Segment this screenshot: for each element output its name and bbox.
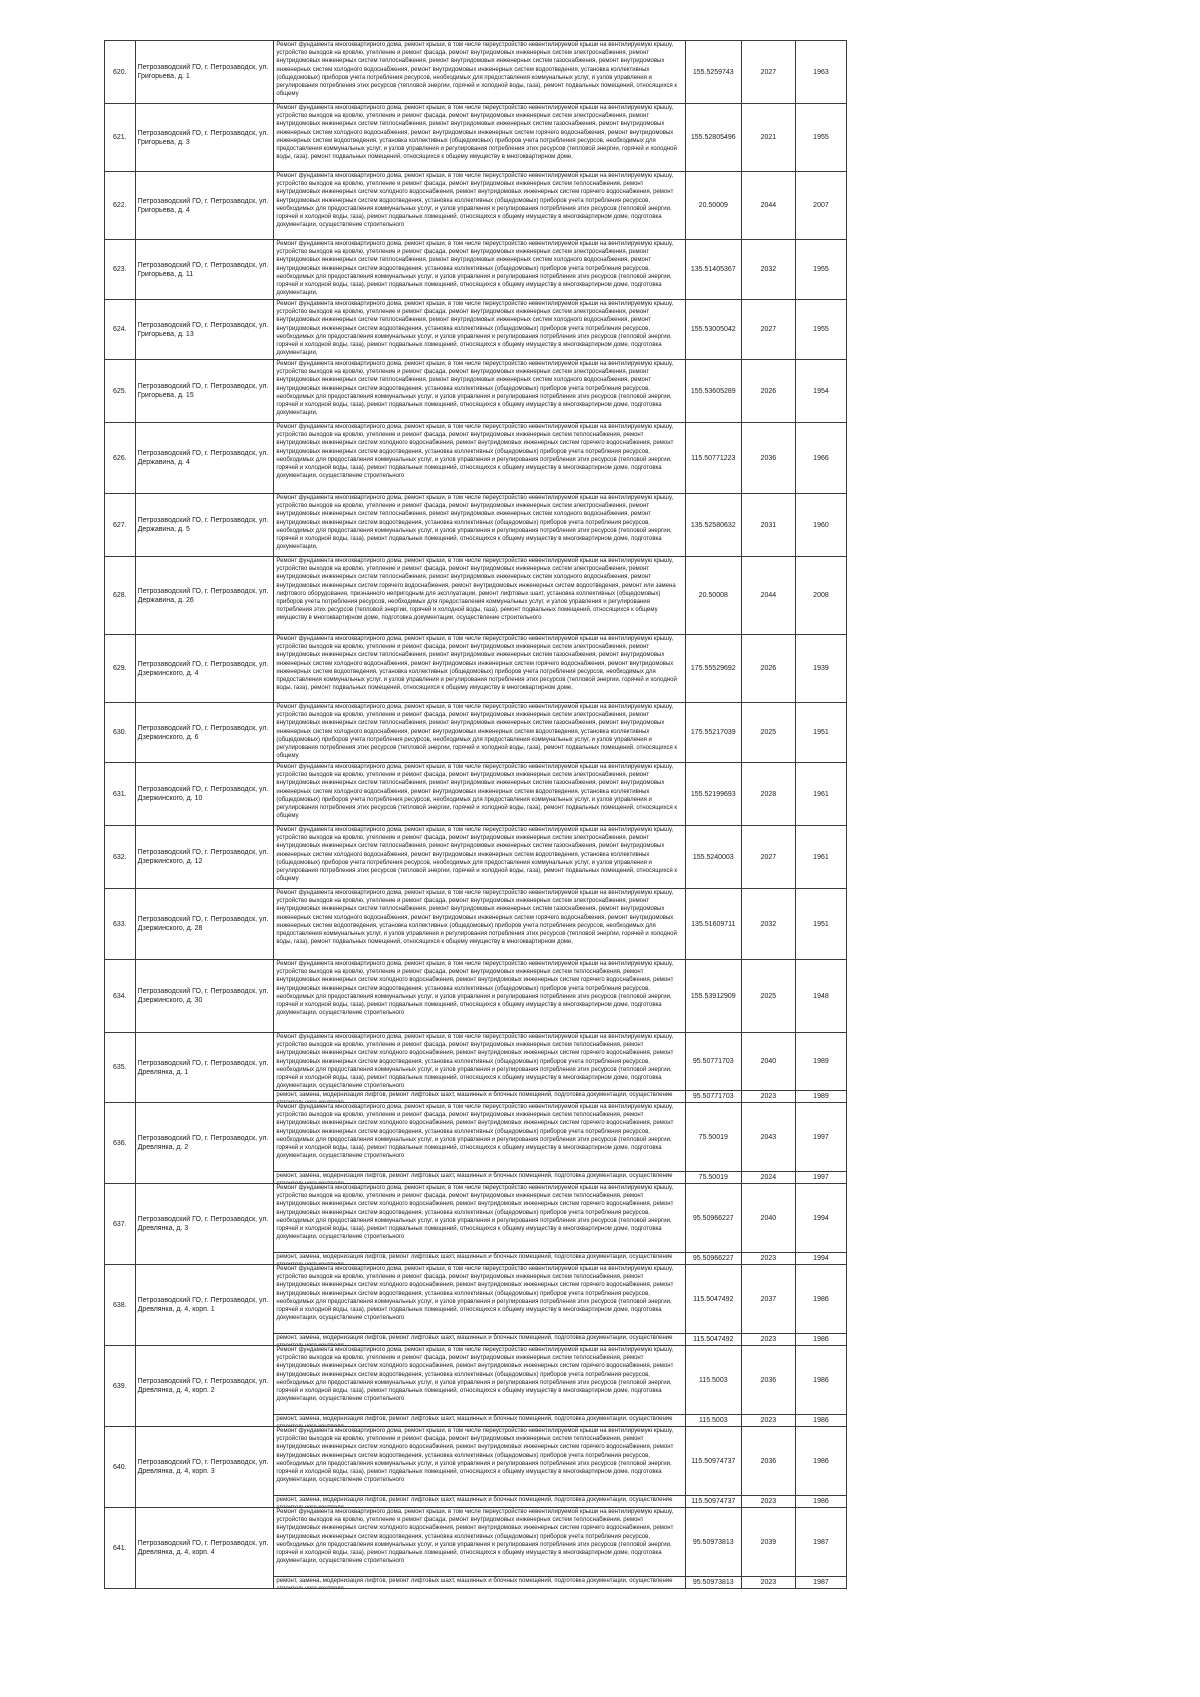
- work-types-text: ремонт, замена, модернизация лифтов, ремонт лифтовых шахт, машинных и блочных помещений, подготовка документации, осуществление: [276, 1173, 673, 1179]
- planned-year: 2027: [741, 300, 795, 360]
- planned-year: 2044: [741, 172, 795, 240]
- work-types-text: Ремонт фундамента многоквартирного дома, ремонт крыши, в том числе переустройство невентилируемой крыши на вентилируемую крышу, устройство выходов на кровлю, утепление и ремонт фасада, ремонт внутридомовых инженерных систем теплоснабжения, ремонт внутридомовых инженерных систем холодного водоснабжения, ремонт внутридомовых инженерных систем горячего водоснабжения, ремонт внутридомовых инженерных систем водоотведения, установка коллективных (общедомовых) приборов учета потребления ресурсов, необходимых для предоставления коммунальных услуг, и узлов управления и регулирования потребления этих ресурсов (тепловой энергии, горячей и холодной воды, газа), ремонт подвальных помещений, относящихся к общему имуществу в многоквартирном доме, подготовка документации, осуществление строительного: [276, 1347, 674, 1403]
- table-row: [105, 703, 847, 763]
- build-year: 1994: [795, 1184, 846, 1253]
- work-types-text: ремонт, замена, модернизация лифтов, ремонт лифтовых шахт, машинных и блочных помещений, подготовка документации, осуществление: [276, 1335, 673, 1341]
- planned-year: 2023: [741, 1091, 795, 1103]
- work-types-text: Ремонт фундамента многоквартирного дома, ремонт крыши, в том числе переустройство невентилируемой крыши на вентилируемую крышу, устройство выходов на кровлю, утепление и ремонт фасада, ремонт внутридомовых инженерных систем теплоснабжения, ремонт внутридомовых инженерных систем холодного водоснабжения, ремонт внутридомовых инженерных систем горячего водоснабжения, ремонт внутридомовых инженерных систем водоотведения, установка коллективных (общедомовых) приборов учета потребления ресурсов, необходимых для предоставления коммунальных услуг, и узлов управления и регулирования потребления этих ресурсов (тепловой энергии, горячей и холодной воды, газа), ремонт подвальных помещений, относящихся к общему имуществу в многоквартирном доме, подготовка документации, осуществление строительного: [276, 1266, 674, 1322]
- row-number: 630.: [105, 703, 136, 763]
- work-types-cell: [274, 557, 685, 635]
- work-types-text: Ремонт фундамента многоквартирного дома, ремонт крыши, в том числе переустройство невентилируемой крыши на вентилируемую крышу, устройство выходов на кровлю, утепление и ремонт фасада, ремонт внутридомовых инженерных систем электроснабжения, ремонт внутридомовых инженерных систем теплоснабжения, ремонт внутридомовых инженерных систем холодного водоснабжения, ремонт внутридомовых инженерных систем водоотведения, установка коллективных (общедомовых) приборов учета потребления ресурсов, необходимых для предоставления коммунальных услуг, и узлов управления и регулирования потребления этих ресурсов (тепловой энергии, горячей и холодной воды, газа), ремонт подвальных помещений, относящихся к общему имуществу в многоквартирном доме, подготовка документации,: [276, 361, 674, 417]
- work-types-cell: [274, 104, 685, 172]
- row-number: 636.: [105, 1103, 136, 1184]
- build-year: 1955: [795, 240, 846, 300]
- build-year: 1955: [795, 300, 846, 360]
- work-types-text: Ремонт фундамента многоквартирного дома, ремонт крыши, в том числе переустройство невентилируемой крыши на вентилируемую крышу, устройство выходов на кровлю, утепление и ремонт фасада, ремонт внутридомовых инженерных систем электроснабжения, ремонт внутридомовых инженерных систем теплоснабжения, ремонт внутридомовых инженерных систем газоснабжения, ремонт внутридомовых инженерных систем холодного водоснабжения, ремонт внутридомовых инженерных систем горячего водоснабжения, ремонт внутридомовых инженерных систем водоотведения, установка коллективных (общедомовых) приборов учета потребления ресурсов, необходимых для предоставления коммунальных услуг, и узлов управления и регулирования потребления этих ресурсов (тепловой энергии, горячей и холодной воды, газа), ремонт подвальных помещений, относящихся к общему имуществу в многоквартирном доме,: [276, 890, 677, 946]
- work-types-cell: [274, 635, 685, 703]
- table-row: [105, 300, 847, 360]
- work-types-text: Ремонт фундамента многоквартирного дома, ремонт крыши, в том числе переустройство невентилируемой крыши на вентилируемую крышу, устройство выходов на кровлю, утепление и ремонт фасада, ремонт внутридомовых инженерных систем теплоснабжения, ремонт внутридомовых инженерных систем холодного водоснабжения, ремонт внутридомовых инженерных систем горячего водоснабжения, ремонт внутридомовых инженерных систем водоотведения, установка коллективных (общедомовых) приборов учета потребления ресурсов, необходимых для предоставления коммунальных услуг, и узлов управления и регулирования потребления этих ресурсов (тепловой энергии, горячей и холодной воды, газа), ремонт подвальных помещений, относящихся к общему имуществу в многоквартирном доме, подготовка документации, осуществление строительного: [276, 424, 674, 480]
- table-row: [105, 960, 847, 1033]
- build-year: 1960: [795, 494, 846, 557]
- work-types-cell: [274, 41, 685, 104]
- table-row: [105, 423, 847, 494]
- work-types-cell: [274, 960, 685, 1033]
- row-number: 635.: [105, 1033, 136, 1103]
- repair-cost: 95.50771703: [685, 1091, 741, 1103]
- planned-year: 2040: [741, 1033, 795, 1091]
- work-types-cell: [274, 300, 685, 360]
- repair-cost: 155.53005042: [685, 300, 741, 360]
- house-address: Петрозаводский ГО, г. Петрозаводск, ул. Дзержинского, д. 6: [135, 703, 274, 763]
- planned-year: 2032: [741, 889, 795, 960]
- row-number: 626.: [105, 423, 136, 494]
- house-address: Петрозаводский ГО, г. Петрозаводск, ул. Григорьева, д. 3: [135, 104, 274, 172]
- row-number: 625.: [105, 360, 136, 423]
- repair-cost: 155.52199693: [685, 763, 741, 826]
- work-types-text: Ремонт фундамента многоквартирного дома, ремонт крыши, в том числе переустройство невентилируемой крыши на вентилируемую крышу, устройство выходов на кровлю, утепление и ремонт фасада, ремонт внутридомовых инженерных систем электроснабжения, ремонт внутридомовых инженерных систем теплоснабжения, ремонт внутридомовых инженерных систем холодного водоснабжения, ремонт внутридомовых инженерных систем водоотведения, установка коллективных (общедомовых) приборов учета потребления ресурсов, необходимых для предоставления коммунальных услуг, и узлов управления и регулирования потребления этих ресурсов (тепловой энергии, горячей и холодной воды, газа), ремонт подвальных помещений, относящихся к общему имуществу в многоквартирном доме, подготовка документации,: [276, 241, 674, 297]
- work-types-cell: [274, 1091, 685, 1103]
- repair-cost: 135.52580632: [685, 494, 741, 557]
- table-row: [105, 172, 847, 240]
- work-types-text: Ремонт фундамента многоквартирного дома, ремонт крыши, в том числе переустройство невентилируемой крыши на вентилируемую крышу, устройство выходов на кровлю, утепление и ремонт фасада, ремонт внутридомовых инженерных систем теплоснабжения, ремонт внутридомовых инженерных систем холодного водоснабжения, ремонт внутридомовых инженерных систем горячего водоснабжения, ремонт внутридомовых инженерных систем водоотведения, установка коллективных (общедомовых) приборов учета потребления ресурсов, необходимых для предоставления коммунальных услуг, и узлов управления и регулирования потребления этих ресурсов (тепловой энергии, горячей и холодной воды, газа), ремонт подвальных помещений, относящихся к общему имуществу в многоквартирном доме, подготовка документации, осуществление строительного: [276, 961, 674, 1017]
- work-types-cell: [274, 703, 685, 763]
- planned-year: 2023: [741, 1334, 795, 1346]
- table-row: [105, 240, 847, 300]
- planned-year: 2023: [741, 1415, 795, 1427]
- planned-year: 2027: [741, 41, 795, 104]
- row-number: 641.: [105, 1508, 136, 1589]
- table-row: [105, 360, 847, 423]
- row-number: 639.: [105, 1346, 136, 1427]
- row-number: 640.: [105, 1427, 136, 1508]
- work-types-cell: [274, 1427, 685, 1496]
- table-row: [105, 1508, 847, 1577]
- row-number: 637.: [105, 1184, 136, 1265]
- build-year: 1986: [795, 1346, 846, 1415]
- build-year: 1961: [795, 826, 846, 889]
- planned-year: 2021: [741, 104, 795, 172]
- repair-cost: 155.53912909: [685, 960, 741, 1033]
- planned-year: 2036: [741, 1427, 795, 1496]
- table-row: [105, 1265, 847, 1334]
- repair-cost: 155.5240003: [685, 826, 741, 889]
- house-address: Петрозаводский ГО, г. Петрозаводск, ул. Древлянка, д. 4, корп. 3: [135, 1427, 274, 1508]
- house-address: Петрозаводский ГО, г. Петрозаводск, ул. Державина, д. 5: [135, 494, 274, 557]
- house-address: Петрозаводский ГО, г. Петрозаводск, ул. Древлянка, д. 1: [135, 1033, 274, 1103]
- work-types-text: Ремонт фундамента многоквартирного дома, ремонт крыши, в том числе переустройство невентилируемой крыши на вентилируемую крышу, устройство выходов на кровлю, утепление и ремонт фасада, ремонт внутридомовых инженерных систем теплоснабжения, ремонт внутридомовых инженерных систем холодного водоснабжения, ремонт внутридомовых инженерных систем горячего водоснабжения, ремонт внутридомовых инженерных систем водоотведения, установка коллективных (общедомовых) приборов учета потребления ресурсов, необходимых для предоставления коммунальных услуг, и узлов управления и регулирования потребления этих ресурсов (тепловой энергии, горячей и холодной воды, газа), ремонт подвальных помещений, относящихся к общему имуществу в многоквартирном доме, подготовка документации, осуществление строительного: [276, 1185, 674, 1241]
- work-types-cell: [274, 494, 685, 557]
- repair-cost: 95.50771703: [685, 1033, 741, 1091]
- build-year: 1986: [795, 1415, 846, 1427]
- build-year: 1986: [795, 1334, 846, 1346]
- repair-cost: 115.5047492: [685, 1334, 741, 1346]
- build-year: 1954: [795, 360, 846, 423]
- table-row: [105, 826, 847, 889]
- build-year: 1997: [795, 1103, 846, 1172]
- house-address: Петрозаводский ГО, г. Петрозаводск, ул. Дзержинского, д. 28: [135, 889, 274, 960]
- work-types-text: Ремонт фундамента многоквартирного дома, ремонт крыши, в том числе переустройство невентилируемой крыши на вентилируемую крышу, устройство выходов на кровлю, утепление и ремонт фасада, ремонт внутридомовых инженерных систем электроснабжения, ремонт внутридомовых инженерных систем теплоснабжения, ремонт внутридомовых инженерных систем газоснабжения, ремонт внутридомовых инженерных систем холодного водоснабжения, ремонт внутридомовых инженерных систем водоотведения, установка коллективных (общедомовых) приборов учета потребления ресурсов, необходимых для предоставления коммунальных услуг, и узлов управления и регулирования потребления этих ресурсов (тепловой энергии, горячей и холодной воды, газа), ремонт подвальных помещений, относящихся к общему: [276, 764, 678, 820]
- repair-cost: 155.52805496: [685, 104, 741, 172]
- work-types-cell: [274, 1577, 685, 1589]
- work-types-cell: [274, 1346, 685, 1415]
- repair-cost: 115.50771223: [685, 423, 741, 494]
- build-year: 1955: [795, 104, 846, 172]
- work-types-text: Ремонт фундамента многоквартирного дома, ремонт крыши, в том числе переустройство невентилируемой крыши на вентилируемую крышу, устройство выходов на кровлю, утепление и ремонт фасада, ремонт внутридомовых инженерных систем теплоснабжения, ремонт внутридомовых инженерных систем холодного водоснабжения, ремонт внутридомовых инженерных систем горячего водоснабжения, ремонт внутридомовых инженерных систем водоотведения, установка коллективных (общедомовых) приборов учета потребления ресурсов, необходимых для предоставления коммунальных услуг, и узлов управления и регулирования потребления этих ресурсов (тепловой энергии, горячей и холодной воды, газа), ремонт подвальных помещений, относящихся к общему имуществу в многоквартирном доме, подготовка документации, осуществление строительного: [276, 173, 674, 229]
- table-row: [105, 889, 847, 960]
- table-row: [105, 763, 847, 826]
- row-number: 624.: [105, 300, 136, 360]
- build-year: 1966: [795, 423, 846, 494]
- planned-year: 2039: [741, 1508, 795, 1577]
- repair-cost: 115.5047492: [685, 1265, 741, 1334]
- build-year: 1948: [795, 960, 846, 1033]
- work-types-cell: [274, 240, 685, 300]
- planned-year: 2043: [741, 1103, 795, 1172]
- build-year: 1963: [795, 41, 846, 104]
- table-row: [105, 1103, 847, 1172]
- work-types-text: ремонт, замена, модернизация лифтов, ремонт лифтовых шахт, машинных и блочных помещений, подготовка документации, осуществление: [276, 1416, 673, 1422]
- work-types-text: Ремонт фундамента многоквартирного дома, ремонт крыши, в том числе переустройство невентилируемой крыши на вентилируемую крышу, устройство выходов на кровлю, утепление и ремонт фасада, ремонт внутридомовых инженерных систем электроснабжения, ремонт внутридомовых инженерных систем теплоснабжения, ремонт внутридомовых инженерных систем газоснабжения, ремонт внутридомовых инженерных систем холодного водоснабжения, ремонт внутридомовых инженерных систем горячего водоснабжения, ремонт внутридомовых инженерных систем водоотведения, установка коллективных (общедомовых) приборов учета потребления ресурсов, необходимых для предоставления коммунальных услуг, и узлов управления и регулирования потребления этих ресурсов (тепловой энергии, горячей и холодной воды, газа), ремонт подвальных помещений, относящихся к общему имуществу в многоквартирном доме,: [276, 636, 677, 692]
- row-number: 628.: [105, 557, 136, 635]
- repair-cost: 155.5259743: [685, 41, 741, 104]
- repair-cost: 95.50973813: [685, 1577, 741, 1589]
- work-types-cell: [274, 763, 685, 826]
- row-number: 620.: [105, 41, 136, 104]
- repair-cost: 20.50009: [685, 172, 741, 240]
- table-row: [105, 557, 847, 635]
- house-address: Петрозаводский ГО, г. Петрозаводск, ул. Державина, д. 26: [135, 557, 274, 635]
- capital-repair-table: [104, 40, 847, 1589]
- work-types-text: ремонт, замена, модернизация лифтов, ремонт лифтовых шахт, машинных и блочных помещений, подготовка документации, осуществление: [276, 1578, 673, 1584]
- work-types-text: Ремонт фундамента многоквартирного дома, ремонт крыши, в том числе переустройство невентилируемой крыши на вентилируемую крышу, устройство выходов на кровлю, утепление и ремонт фасада, ремонт внутридомовых инженерных систем электроснабжения, ремонт внутридомовых инженерных систем теплоснабжения, ремонт внутридомовых инженерных систем холодного водоснабжения, ремонт внутридомовых инженерных систем водоотведения, установка коллективных (общедомовых) приборов учета потребления ресурсов, необходимых для предоставления коммунальных услуг, и узлов управления и регулирования потребления этих ресурсов (тепловой энергии, горячей и холодной воды, газа), ремонт подвальных помещений, относящихся к общему имуществу в многоквартирном доме, подготовка документации,: [276, 495, 674, 551]
- planned-year: 2023: [741, 1577, 795, 1589]
- work-types-cell: [274, 1265, 685, 1334]
- build-year: 1951: [795, 889, 846, 960]
- planned-year: 2026: [741, 635, 795, 703]
- house-address: Петрозаводский ГО, г. Петрозаводск, ул. Державина, д. 4: [135, 423, 274, 494]
- work-types-cell: [274, 1508, 685, 1577]
- repair-cost: 75.50019: [685, 1172, 741, 1184]
- build-year: 1987: [795, 1508, 846, 1577]
- build-year: 1994: [795, 1253, 846, 1265]
- repair-cost: 115.5003: [685, 1346, 741, 1415]
- build-year: 1986: [795, 1265, 846, 1334]
- build-year: 1939: [795, 635, 846, 703]
- work-types-cell: [274, 172, 685, 240]
- work-types-text: ремонт, замена, модернизация лифтов, ремонт лифтовых шахт, машинных и блочных помещений, подготовка документации, осуществление: [276, 1497, 673, 1503]
- repair-cost: 175.55217039: [685, 703, 741, 763]
- work-types-text: Ремонт фундамента многоквартирного дома, ремонт крыши, в том числе переустройство невентилируемой крыши на вентилируемую крышу, устройство выходов на кровлю, утепление и ремонт фасада, ремонт внутридомовых инженерных систем электроснабжения, ремонт внутридомовых инженерных систем теплоснабжения, ремонт внутридомовых инженерных систем газоснабжения, ремонт внутридомовых инженерных систем холодного водоснабжения, ремонт внутридомовых инженерных систем водоотведения, установка коллективных (общедомовых) приборов учета потребления ресурсов, необходимых для предоставления коммунальных услуг, и узлов управления и регулирования потребления этих ресурсов (тепловой энергии, горячей и холодной воды, газа), ремонт подвальных помещений, относящихся к общему: [276, 827, 678, 883]
- repair-cost: 135.51609711: [685, 889, 741, 960]
- house-address: Петрозаводский ГО, г. Петрозаводск, ул. Григорьева, д. 13: [135, 300, 274, 360]
- house-address: Петрозаводский ГО, г. Петрозаводск, ул. Древлянка, д. 4, корп. 1: [135, 1265, 274, 1346]
- work-types-text: Ремонт фундамента многоквартирного дома, ремонт крыши, в том числе переустройство невентилируемой крыши на вентилируемую крышу, устройство выходов на кровлю, утепление и ремонт фасада, ремонт внутридомовых инженерных систем теплоснабжения, ремонт внутридомовых инженерных систем холодного водоснабжения, ремонт внутридомовых инженерных систем горячего водоснабжения, ремонт внутридомовых инженерных систем водоотведения, установка коллективных (общедомовых) приборов учета потребления ресурсов, необходимых для предоставления коммунальных услуг, и узлов управления и регулирования потребления этих ресурсов (тепловой энергии, горячей и холодной воды, газа), ремонт подвальных помещений, относящихся к общему имуществу в многоквартирном доме, подготовка документации, осуществление строительного: [276, 1509, 674, 1565]
- repair-cost: 115.50974737: [685, 1496, 741, 1508]
- row-number: 638.: [105, 1265, 136, 1346]
- work-types-cell: [274, 1334, 685, 1346]
- work-types-cell: [274, 1033, 685, 1091]
- work-types-text: Ремонт фундамента многоквартирного дома, ремонт крыши, в том числе переустройство невентилируемой крыши на вентилируемую крышу, устройство выходов на кровлю, утепление и ремонт фасада, ремонт внутридомовых инженерных систем электроснабжения, ремонт внутридомовых инженерных систем теплоснабжения, ремонт внутридомовых инженерных систем газоснабжения, ремонт внутридомовых инженерных систем холодного водоснабжения, ремонт внутридомовых инженерных систем горячего водоснабжения, ремонт внутридомовых инженерных систем водоотведения, установка коллективных (общедомовых) приборов учета потребления ресурсов, необходимых для предоставления коммунальных услуг, и узлов управления и регулирования потребления этих ресурсов (тепловой энергии, горячей и холодной воды, газа), ремонт подвальных помещений, относящихся к общему имуществу в многоквартирном доме,: [276, 105, 677, 161]
- repair-cost: 20.50008: [685, 557, 741, 635]
- planned-year: 2040: [741, 1184, 795, 1253]
- house-address: Петрозаводский ГО, г. Петрозаводск, ул. Дзержинского, д. 12: [135, 826, 274, 889]
- planned-year: 2024: [741, 1172, 795, 1184]
- table-row: [105, 104, 847, 172]
- repair-cost: 95.50966227: [685, 1184, 741, 1253]
- work-types-text: Ремонт фундамента многоквартирного дома, ремонт крыши, в том числе переустройство невентилируемой крыши на вентилируемую крышу, устройство выходов на кровлю, утепление и ремонт фасада, ремонт внутридомовых инженерных систем электроснабжения, ремонт внутридомовых инженерных систем теплоснабжения, ремонт внутридомовых инженерных систем холодного водоснабжения, ремонт внутридомовых инженерных систем водоотведения, установка коллективных (общедомовых) приборов учета потребления ресурсов, необходимых для предоставления коммунальных услуг, и узлов управления и регулирования потребления этих ресурсов (тепловой энергии, горячей и холодной воды, газа), ремонт подвальных помещений, относящихся к общему имуществу в многоквартирном доме, подготовка документации,: [276, 301, 674, 357]
- planned-year: 2036: [741, 1346, 795, 1415]
- work-types-text: Ремонт фундамента многоквартирного дома, ремонт крыши, в том числе переустройство невентилируемой крыши на вентилируемую крышу, устройство выходов на кровлю, утепление и ремонт фасада, ремонт внутридомовых инженерных систем электроснабжения, ремонт внутридомовых инженерных систем теплоснабжения, ремонт внутридомовых инженерных систем газоснабжения, ремонт внутридомовых инженерных систем холодного водоснабжения, ремонт внутридомовых инженерных систем водоотведения, установка коллективных (общедомовых) приборов учета потребления ресурсов, необходимых для предоставления коммунальных услуг, и узлов управления и регулирования потребления этих ресурсов (тепловой энергии, горячей и холодной воды, газа), ремонт подвальных помещений, относящихся к общему: [276, 42, 678, 98]
- house-address: Петрозаводский ГО, г. Петрозаводск, ул. Древлянка, д. 4, корп. 2: [135, 1346, 274, 1427]
- capital-repair-program-page: [104, 40, 847, 1589]
- work-types-cell: [274, 1415, 685, 1427]
- planned-year: 2031: [741, 494, 795, 557]
- work-types-cell: [274, 1172, 685, 1184]
- build-year: 1986: [795, 1427, 846, 1496]
- build-year: 1961: [795, 763, 846, 826]
- house-address: Петрозаводский ГО, г. Петрозаводск, ул. Григорьева, д. 15: [135, 360, 274, 423]
- planned-year: 2026: [741, 360, 795, 423]
- row-number: 631.: [105, 763, 136, 826]
- work-types-text: Ремонт фундамента многоквартирного дома, ремонт крыши, в том числе переустройство невентилируемой крыши на вентилируемую крышу, устройство выходов на кровлю, утепление и ремонт фасада, ремонт внутридомовых инженерных систем теплоснабжения, ремонт внутридомовых инженерных систем холодного водоснабжения, ремонт внутридомовых инженерных систем горячего водоснабжения, ремонт внутридомовых инженерных систем водоотведения, установка коллективных (общедомовых) приборов учета потребления ресурсов, необходимых для предоставления коммунальных услуг, и узлов управления и регулирования потребления этих ресурсов (тепловой энергии, горячей и холодной воды, газа), ремонт подвальных помещений, относящихся к общему имуществу в многоквартирном доме, подготовка документации, осуществление строительного: [276, 1104, 674, 1160]
- row-number: 629.: [105, 635, 136, 703]
- build-year: 1989: [795, 1033, 846, 1091]
- repair-cost: 115.50974737: [685, 1427, 741, 1496]
- work-types-text: Ремонт фундамента многоквартирного дома, ремонт крыши, в том числе переустройство невентилируемой крыши на вентилируемую крышу, устройство выходов на кровлю, утепление и ремонт фасада, ремонт внутридомовых инженерных систем теплоснабжения, ремонт внутридомовых инженерных систем холодного водоснабжения, ремонт внутридомовых инженерных систем горячего водоснабжения, ремонт внутридомовых инженерных систем водоотведения, установка коллективных (общедомовых) приборов учета потребления ресурсов, необходимых для предоставления коммунальных услуг, и узлов управления и регулирования потребления этих ресурсов (тепловой энергии, горячей и холодной воды, газа), ремонт подвальных помещений, относящихся к общему имуществу в многоквартирном доме, подготовка документации, осуществление строительного: [276, 1428, 674, 1484]
- planned-year: 2023: [741, 1253, 795, 1265]
- capital-repair-table-body: [105, 41, 847, 1589]
- work-types-text: Ремонт фундамента многоквартирного дома, ремонт крыши, в том числе переустройство невентилируемой крыши на вентилируемую крышу, устройство выходов на кровлю, утепление и ремонт фасада, ремонт внутридомовых инженерных систем электроснабжения, ремонт внутридомовых инженерных систем теплоснабжения, ремонт внутридомовых инженерных систем газоснабжения, ремонт внутридомовых инженерных систем холодного водоснабжения, ремонт внутридомовых инженерных систем водоотведения, установка коллективных (общедомовых) приборов учета потребления ресурсов, необходимых для предоставления коммунальных услуг, и узлов управления и регулирования потребления этих ресурсов (тепловой энергии, горячей и холодной воды, газа), ремонт подвальных помещений, относящихся к общему: [276, 704, 678, 760]
- work-types-text: Ремонт фундамента многоквартирного дома, ремонт крыши, в том числе переустройство невентилируемой крыши на вентилируемую крышу, устройство выходов на кровлю, утепление и ремонт фасада, ремонт внутридомовых инженерных систем электроснабжения, ремонт внутридомовых инженерных систем теплоснабжения, ремонт внутридомовых инженерных систем холодного водоснабжения, ремонт внутридомовых инженерных систем горячего водоснабжения, ремонт внутридомовых инженерных систем водоотведения, ремонт или замена лифтового оборудования, признанного непригодным для эксплуатации, ремонт лифтовых шахт, установка коллективных (общедомовых) приборов учета потребления ресурсов, необходимых для предоставления коммунальных услуг, и узлов управления и регулирования потребления этих ресурсов (тепловой энергии, горячей и холодной воды, газа), ремонт подвальных помещений, относящихся к общему имуществу в многоквартирном доме, подготовка документации, осуществление строительного: [276, 558, 676, 622]
- table-row: [105, 1033, 847, 1091]
- planned-year: 2025: [741, 960, 795, 1033]
- work-types-cell: [274, 1496, 685, 1508]
- work-types-text: ремонт, замена, модернизация лифтов, ремонт лифтовых шахт, машинных и блочных помещений, подготовка документации, осуществление: [276, 1092, 673, 1098]
- planned-year: 2025: [741, 703, 795, 763]
- house-address: Петрозаводский ГО, г. Петрозаводск, ул. Дзержинского, д. 30: [135, 960, 274, 1033]
- house-address: Петрозаводский ГО, г. Петрозаводск, ул. Древлянка, д. 2: [135, 1103, 274, 1184]
- work-types-text: Ремонт фундамента многоквартирного дома, ремонт крыши, в том числе переустройство невентилируемой крыши на вентилируемую крышу, устройство выходов на кровлю, утепление и ремонт фасада, ремонт внутридомовых инженерных систем теплоснабжения, ремонт внутридомовых инженерных систем холодного водоснабжения, ремонт внутридомовых инженерных систем горячего водоснабжения, ремонт внутридомовых инженерных систем водоотведения, установка коллективных (общедомовых) приборов учета потребления ресурсов, необходимых для предоставления коммунальных услуг, и узлов управления и регулирования потребления этих ресурсов (тепловой энергии, горячей и холодной воды, газа), ремонт подвальных помещений, относящихся к общему имуществу в многоквартирном доме, подготовка документации, осуществление строительного: [276, 1034, 674, 1090]
- row-number: 621.: [105, 104, 136, 172]
- work-types-cell: [274, 1253, 685, 1265]
- work-types-cell: [274, 1103, 685, 1172]
- house-address: Петрозаводский ГО, г. Петрозаводск, ул. Дзержинского, д. 10: [135, 763, 274, 826]
- house-address: Петрозаводский ГО, г. Петрозаводск, ул. Григорьева, д. 1: [135, 41, 274, 104]
- build-year: 1987: [795, 1577, 846, 1589]
- planned-year: 2036: [741, 423, 795, 494]
- row-number: 634.: [105, 960, 136, 1033]
- work-types-cell: [274, 889, 685, 960]
- repair-cost: 155.53605289: [685, 360, 741, 423]
- planned-year: 2027: [741, 826, 795, 889]
- work-types-cell: [274, 826, 685, 889]
- house-address: Петрозаводский ГО, г. Петрозаводск, ул. Григорьева, д. 11: [135, 240, 274, 300]
- table-row: [105, 41, 847, 104]
- planned-year: 2023: [741, 1496, 795, 1508]
- build-year: 2008: [795, 557, 846, 635]
- house-address: Петрозаводский ГО, г. Петрозаводск, ул. Григорьева, д. 4: [135, 172, 274, 240]
- planned-year: 2032: [741, 240, 795, 300]
- planned-year: 2037: [741, 1265, 795, 1334]
- work-types-cell: [274, 1184, 685, 1253]
- work-types-text: ремонт, замена, модернизация лифтов, ремонт лифтовых шахт, машинных и блочных помещений, подготовка документации, осуществление: [276, 1254, 673, 1260]
- repair-cost: 75.50019: [685, 1103, 741, 1172]
- repair-cost: 135.51405367: [685, 240, 741, 300]
- work-types-cell: [274, 360, 685, 423]
- row-number: 633.: [105, 889, 136, 960]
- row-number: 627.: [105, 494, 136, 557]
- row-number: 632.: [105, 826, 136, 889]
- repair-cost: 95.50973813: [685, 1508, 741, 1577]
- build-year: 1986: [795, 1496, 846, 1508]
- table-row: [105, 635, 847, 703]
- repair-cost: 95.50966227: [685, 1253, 741, 1265]
- table-row: [105, 1427, 847, 1496]
- build-year: 1989: [795, 1091, 846, 1103]
- house-address: Петрозаводский ГО, г. Петрозаводск, ул. Дзержинского, д. 4: [135, 635, 274, 703]
- table-row: [105, 494, 847, 557]
- table-row: [105, 1184, 847, 1253]
- repair-cost: 115.5003: [685, 1415, 741, 1427]
- house-address: Петрозаводский ГО, г. Петрозаводск, ул. Древлянка, д. 4, корп. 4: [135, 1508, 274, 1589]
- repair-cost: 175.55529692: [685, 635, 741, 703]
- work-types-cell: [274, 423, 685, 494]
- build-year: 1951: [795, 703, 846, 763]
- row-number: 623.: [105, 240, 136, 300]
- planned-year: 2028: [741, 763, 795, 826]
- row-number: 622.: [105, 172, 136, 240]
- planned-year: 2044: [741, 557, 795, 635]
- house-address: Петрозаводский ГО, г. Петрозаводск, ул. Древлянка, д. 3: [135, 1184, 274, 1265]
- build-year: 2007: [795, 172, 846, 240]
- table-row: [105, 1346, 847, 1415]
- build-year: 1997: [795, 1172, 846, 1184]
